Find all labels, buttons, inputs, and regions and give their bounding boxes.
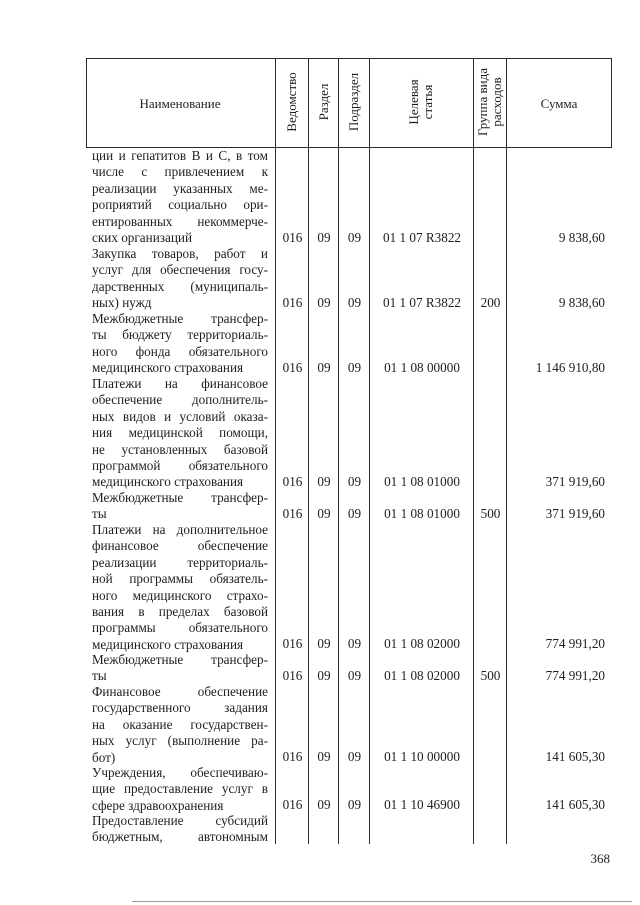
- row-razdel: 09: [317, 474, 331, 489]
- row-gruppa: 500: [480, 506, 501, 521]
- header-gruppa-line2: расходов: [489, 77, 504, 127]
- row-name: [92, 148, 268, 246]
- row-celevaya-statya: 01 1 08 02000: [384, 636, 460, 651]
- row-name-line: медицинского страхования: [92, 636, 244, 652]
- row-name-line: обеспечение дополнитель-: [92, 392, 268, 408]
- header-name: Наименование: [139, 96, 221, 111]
- header-razdel: Раздел: [316, 83, 331, 121]
- row-celevaya-statya: 01 1 07 R3822: [382, 230, 462, 245]
- row-razdel: 09: [317, 295, 331, 310]
- row-summa: 1 146 910,80: [535, 360, 605, 375]
- header-summa: Сумма: [540, 96, 578, 111]
- row-name-line: Платежи на дополнительное: [92, 522, 268, 537]
- row-name-line: сфере здравоохранения: [92, 797, 224, 813]
- row-summa: 371 919,60: [545, 506, 605, 521]
- row-razdel: 09: [317, 749, 331, 764]
- row-summa: 141 605,30: [545, 749, 605, 764]
- row-podrazdel: 09: [347, 749, 362, 764]
- row-name: [92, 684, 268, 766]
- row-podrazdel: 09: [347, 636, 362, 651]
- row-name-line: Межбюджетные трансфер-: [92, 652, 268, 667]
- row-gruppa: 200: [480, 295, 501, 310]
- row-name-line: бот): [92, 749, 116, 765]
- row-name-line: бюджетным, автономным: [92, 829, 268, 845]
- row-name-line: числе с привлечением к: [92, 164, 268, 180]
- row-razdel: 09: [317, 636, 331, 651]
- row-name-line: ного медицинского страхо-: [92, 587, 268, 603]
- row-podrazdel: 09: [347, 230, 362, 245]
- row-name-line: вания в пределах базовой: [92, 604, 268, 620]
- row-name-line: Межбюджетные трансфер-: [92, 311, 268, 326]
- row-summa: 774 991,20: [545, 636, 605, 651]
- row-name: [92, 652, 268, 685]
- row-celevaya-statya: 01 1 08 02000: [384, 668, 460, 683]
- row-name-line: медицинского страхования: [92, 474, 244, 490]
- row-name-line: ных видов и условий оказа-: [92, 408, 268, 424]
- row-razdel: 09: [317, 668, 331, 683]
- row-name-line: Предоставление субсидий: [92, 813, 268, 828]
- column-divider: [506, 58, 507, 844]
- row-name-line: ния медицинской помощи,: [92, 425, 268, 441]
- row-vedomstvo: 016: [282, 749, 303, 764]
- row-podrazdel: 09: [347, 360, 362, 375]
- row-name-line: Платежи на финансовое: [92, 376, 268, 391]
- page-number: 368: [590, 851, 610, 866]
- row-razdel: 09: [317, 506, 331, 521]
- row-name-line: ентированных некоммерче-: [92, 213, 268, 229]
- row-summa: 774 991,20: [545, 668, 605, 683]
- row-celevaya-statya: 01 1 10 00000: [384, 749, 460, 764]
- row-vedomstvo: 016: [282, 668, 303, 683]
- row-name-line: ных услуг (выполнение ра-: [92, 733, 268, 749]
- row-summa: 9 838,60: [558, 295, 605, 310]
- row-name-line: ты: [92, 668, 107, 684]
- row-summa: 9 838,60: [558, 230, 605, 245]
- row-name: [92, 813, 268, 846]
- column-divider: [369, 58, 370, 844]
- row-vedomstvo: 016: [282, 230, 303, 245]
- row-name-line: медицинского страхования: [92, 360, 244, 376]
- header-gruppa-vida-rashodov: [476, 68, 504, 136]
- row-name-line: Закупка товаров, работ и: [92, 246, 268, 261]
- row-name-line: программы обязательного: [92, 620, 268, 636]
- header-celevaya-statya: [407, 79, 435, 124]
- row-name-line: щие предоставление услуг в: [92, 781, 268, 797]
- row-name-line: роприятий социально ори-: [92, 197, 268, 213]
- row-razdel: 09: [317, 230, 331, 245]
- row-podrazdel: 09: [347, 506, 362, 521]
- row-name-line: ты бюджету территориаль-: [92, 327, 268, 343]
- row-name: [92, 311, 268, 377]
- row-name-line: реализации территориаль-: [92, 554, 268, 570]
- row-name-line: ских организаций: [92, 230, 193, 246]
- row-name-line: дарственных (муниципаль-: [92, 278, 268, 294]
- scan-edge-line: [132, 901, 632, 902]
- row-summa: 371 919,60: [545, 474, 605, 489]
- row-podrazdel: 09: [347, 668, 362, 683]
- row-name: [92, 246, 268, 312]
- column-divider: [473, 58, 474, 844]
- row-podrazdel: 09: [347, 797, 362, 812]
- row-podrazdel: 09: [347, 295, 362, 310]
- row-celevaya-statya: 01 1 10 46900: [384, 797, 460, 812]
- row-celevaya-statya: 01 1 08 01000: [384, 506, 460, 521]
- row-name: [92, 490, 268, 523]
- row-name-line: ной программы обязатель-: [92, 571, 268, 587]
- row-vedomstvo: 016: [282, 295, 303, 310]
- header-podrazdel: Подраздел: [346, 72, 361, 132]
- row-summa: 141 605,30: [545, 797, 605, 812]
- row-podrazdel: 09: [347, 474, 362, 489]
- header-celevaya-line1: Целевая: [406, 79, 421, 125]
- row-celevaya-statya: 01 1 07 R3822: [382, 295, 462, 310]
- row-celevaya-statya: 01 1 08 00000: [384, 360, 460, 375]
- row-name-line: ты: [92, 506, 107, 522]
- row-name-line: Межбюджетные трансфер-: [92, 490, 268, 505]
- row-gruppa: 500: [480, 668, 501, 683]
- row-name-line: программой обязательного: [92, 458, 268, 474]
- row-name-line: ных) нужд: [92, 295, 152, 311]
- row-name: [92, 376, 268, 491]
- column-divider: [338, 58, 339, 844]
- column-divider: [308, 58, 309, 844]
- row-name-line: услуг для обеспечения госу-: [92, 262, 268, 278]
- column-divider: [275, 58, 276, 844]
- row-name-line: ного фонда обязательного: [92, 343, 268, 359]
- row-name-line: реализации указанных ме-: [92, 180, 268, 196]
- row-name-line: финансовое обеспечение: [92, 538, 268, 554]
- header-celevaya-line2: статья: [420, 84, 435, 120]
- row-name: [92, 765, 268, 814]
- row-vedomstvo: 016: [282, 360, 303, 375]
- row-name-line: Финансовое обеспечение: [92, 684, 268, 699]
- row-name-line: не установленных базовой: [92, 441, 268, 457]
- row-name-line: государственного задания: [92, 700, 268, 716]
- row-name-line: на оказание государствен-: [92, 716, 268, 732]
- table-right-border: [611, 58, 612, 148]
- table-top-border: [86, 58, 612, 59]
- row-celevaya-statya: 01 1 08 01000: [384, 474, 460, 489]
- header-vedomstvo: Ведомство: [284, 72, 299, 132]
- header-gruppa-line1: Группа вида: [475, 68, 490, 136]
- row-vedomstvo: 016: [282, 636, 303, 651]
- row-vedomstvo: 016: [282, 506, 303, 521]
- row-razdel: 09: [317, 797, 331, 812]
- row-name: [92, 522, 268, 653]
- row-name-line: Учреждения, обеспечиваю-: [92, 765, 268, 780]
- row-name-line: ции и гепатитов В и С, в том: [92, 148, 268, 163]
- row-razdel: 09: [317, 360, 331, 375]
- row-vedomstvo: 016: [282, 797, 303, 812]
- row-vedomstvo: 016: [282, 474, 303, 489]
